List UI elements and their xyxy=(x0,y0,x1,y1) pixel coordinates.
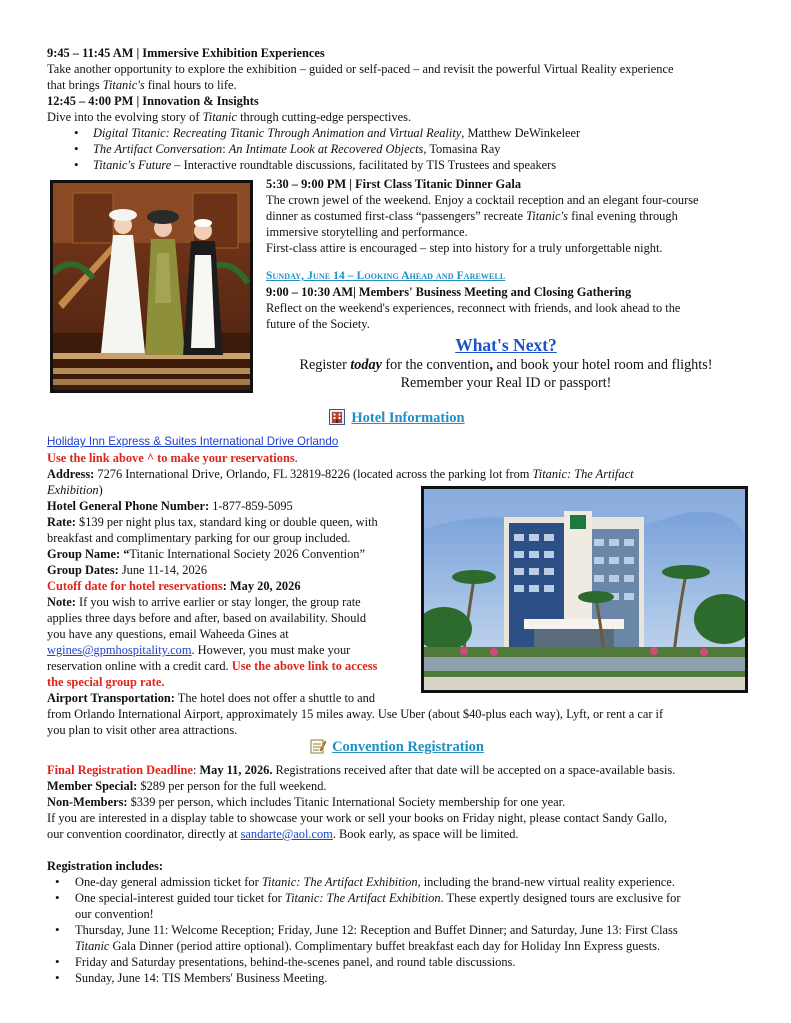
list-item: • Friday and Saturday presentations, behind-the-scenes panel, and round table discussions. xyxy=(47,954,747,970)
hotel-rate: Rate: $139 per night plus tax, standard king or double queen, with xyxy=(47,515,378,529)
hotel-address: Address: 7276 International Drive, Orlando, FL 32819-8226 (located across the parking lot from Titanic: The Artifact xyxy=(47,467,634,481)
hotel-note: applies three days before and after, based on availability. Should xyxy=(47,611,367,625)
session-innovation xyxy=(47,93,744,173)
gala-text: The crown jewel of the weekend. Enjoy a cocktail reception and an elegant four-course xyxy=(266,193,699,207)
whats-next-title[interactable]: What's Next? xyxy=(455,335,557,355)
coordinator-email-link[interactable]: sandarte@aol.com xyxy=(240,827,333,841)
hotel-photo xyxy=(421,486,748,693)
hotel-airport: you plan to visit other area attractions. xyxy=(47,723,238,737)
session-text: Take another opportunity to explore the exhibition – guided or self-paced – and revisit the powerful Virtual Reality experience xyxy=(47,62,674,76)
hotel-note: wgines@gpmhospitality.com. However, you must make your xyxy=(47,643,351,657)
registration-member: Member Special: $289 per person for the full weekend. xyxy=(47,779,327,793)
hotel-phone: Hotel General Phone Number: 1-877-859-5095 xyxy=(47,499,293,513)
sunday-heading[interactable]: Sunday, June 14 – Looking Ahead and Farewell xyxy=(266,270,506,282)
registration-display: our convention coordinator, directly at sandarte@aol.com. Book early, as space will be limited. xyxy=(47,827,519,841)
hotel-airport: Airport Transportation: The hotel does not offer a shuttle to and xyxy=(47,691,376,705)
whats-next xyxy=(266,334,746,392)
sunday-text: Reflect on the weekend's experiences, reconnect with friends, and look ahead to the xyxy=(266,301,681,315)
whats-next-text: Remember your Real ID or passport! xyxy=(400,375,612,391)
list-item: • The Artifact Conversation: An Intimate Look at Recovered Objects, Tomasina Ray xyxy=(47,141,744,157)
list-item: • Titanic's Future – Interactive roundtable discussions, facilitated by TIS Trustees and speakers xyxy=(47,157,744,173)
hotel-note: reservation online with a credit card. Use the above link to access xyxy=(47,659,378,673)
registration-section xyxy=(47,732,747,986)
list-item: • Thursday, June 11: Welcome Reception; Friday, June 12: Reception and Buffet Dinner; and Saturday, June 13: First Class Titanic Gala Dinner (period attire optional). Complimentary buffet breakfast each day for Holiday Inn Express guests. xyxy=(47,922,747,954)
hotel-note: Note: If you wish to arrive earlier or stay longer, the group rate xyxy=(47,595,361,609)
hotel-email-link[interactable]: wgines@gpmhospitality.com xyxy=(47,643,192,657)
whats-next-text: Register today for the convention, and book your hotel room and flights! xyxy=(299,357,713,373)
costumed-passengers-image xyxy=(53,183,250,390)
hotel-note: you have any questions, email Waheeda Gines at xyxy=(47,627,289,641)
hotel-icon xyxy=(329,409,345,425)
hotel-rate: breakfast and complimentary parking for our group included. xyxy=(47,531,351,545)
gala-costume-photo xyxy=(50,180,253,393)
registration-display: If you are interested in a display table to showcase your work or sell your books on Friday night, please contact Sandy Gallo, xyxy=(47,811,668,825)
hotel-group-name: Group Name: “Titanic International Society 2026 Convention” xyxy=(47,547,366,561)
session-text: Dive into the evolving story of Titanic through cutting-edge perspectives. xyxy=(47,110,412,124)
hotel-airport: from Orlando International Airport, approximately 15 miles away. Use Uber (about $40-plus each way), Lyft, or rent a car if xyxy=(47,707,664,721)
session-heading: 9:45 – 11:45 AM | Immersive Exhibition Experiences xyxy=(47,46,325,60)
hotel-building-image xyxy=(424,489,745,690)
list-item: • One special-interest guided tour ticket for Titanic: The Artifact Exhibition. These expertly designed tours are exclusive for our convention! xyxy=(47,890,747,922)
sunday-session-heading: 9:00 – 10:30 AM| Members' Business Meeting and Closing Gathering xyxy=(266,285,632,299)
registration-includes-heading: Registration includes: xyxy=(47,859,163,873)
hotel-cutoff: Cutoff date for hotel reservations: May 20, 2026 xyxy=(47,579,301,593)
registration-section-heading xyxy=(47,736,747,758)
gala-text: immersive storytelling and performance. xyxy=(266,225,468,239)
hotel-note: the special group rate. xyxy=(47,675,165,689)
pencil-paper-icon xyxy=(310,738,326,754)
hotel-group-dates: Group Dates: June 11-14, 2026 xyxy=(47,563,208,577)
registration-includes-list xyxy=(47,874,747,986)
gala-text: dinner as costumed first-class “passengers” recreate Titanic's final evening through xyxy=(266,209,678,223)
hotel-booking-link-row xyxy=(47,433,747,450)
hotel-address: Exhibition) xyxy=(47,483,103,497)
hotel-use-link: Use the link above ^ to make your reservations. xyxy=(47,451,298,465)
hotel-section-heading xyxy=(47,407,747,429)
list-item: • Digital Titanic: Recreating Titanic Through Animation and Virtual Reality, Matthew DeWinkeleer xyxy=(47,125,744,141)
gala-block xyxy=(266,176,746,392)
hotel-booking-link[interactable]: Holiday Inn Express & Suites International Drive Orlando xyxy=(47,435,339,448)
registration-deadline: Final Registration Deadline: May 11, 2026. Registrations received after that date will be accepted on a space-available basis. xyxy=(47,763,676,777)
sunday-text: future of the Society. xyxy=(266,317,370,331)
gala-heading: 5:30 – 9:00 PM | First Class Titanic Dinner Gala xyxy=(266,177,522,191)
registration-nonmember: Non-Members: $339 per person, which includes Titanic International Society membership for one year. xyxy=(47,795,566,809)
session-heading: 12:45 – 4:00 PM | Innovation & Insights xyxy=(47,94,259,108)
gala-text: First-class attire is encouraged – step into history for a truly unforgettable night. xyxy=(266,241,663,255)
session-list xyxy=(47,125,744,173)
registration-link[interactable]: Convention Registration xyxy=(332,739,484,755)
hotel-info-link[interactable]: Hotel Information xyxy=(351,410,465,426)
list-item: • One-day general admission ticket for Titanic: The Artifact Exhibition, including the brand-new virtual reality experience. xyxy=(47,874,747,890)
list-item: • Sunday, June 14: TIS Members' Business Meeting. xyxy=(47,970,747,986)
session-immersive xyxy=(47,45,744,93)
session-text: that brings Titanic's final hours to life. xyxy=(47,78,237,92)
